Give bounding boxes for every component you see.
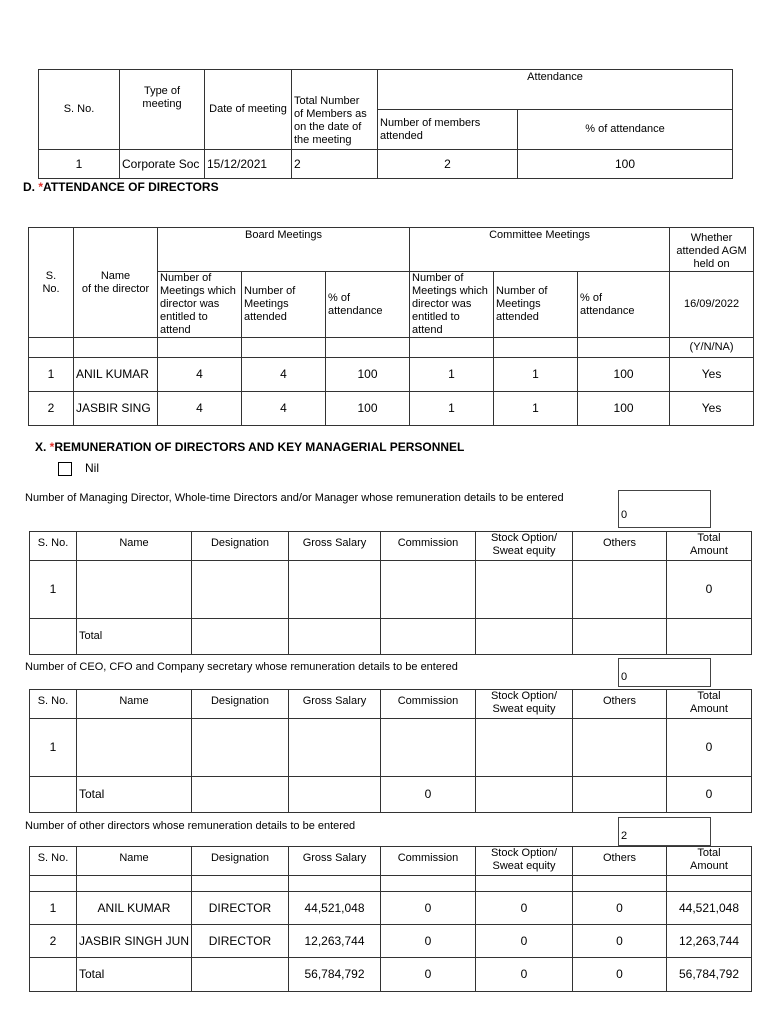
ceo-count-input[interactable]: 0 xyxy=(618,658,711,687)
table-row xyxy=(30,619,752,655)
table-row xyxy=(39,150,733,179)
directors-attendance-table xyxy=(28,227,754,426)
ceo-count-question: Number of CEO, CFO and Company secretary whose remuneration details to be entered xyxy=(25,661,458,673)
col-director-name: Name of the director xyxy=(74,228,158,338)
agm-yn-label: (Y/N/NA) xyxy=(670,338,754,358)
table-row: Total 0 0 xyxy=(30,777,752,813)
col-committee-meetings: Committee Meetings xyxy=(410,228,670,272)
md-remuneration-table: S. No. Name Designation Gross Salary Commission Stock Option/ Sweat equity Others Total Amount 1 0 Total xyxy=(29,531,752,655)
section-d-heading: D. *ATTENDANCE OF DIRECTORS xyxy=(23,180,219,194)
total-label: Total xyxy=(77,619,192,655)
nil-label: Nil xyxy=(85,461,99,475)
other-directors-count-input[interactable]: 2 xyxy=(618,817,711,846)
table-row: 1 ANIL KUMAR DIRECTOR 44,521,048 0 0 0 44,521,048 xyxy=(30,892,752,925)
table-row: Total 56,784,792 0 0 0 56,784,792 xyxy=(30,958,752,992)
table-row: 1 0 xyxy=(30,719,752,777)
col-committee-entitled: Number of Meetings which director was entitled to attend xyxy=(410,272,494,338)
cell-total-members: 2 xyxy=(292,150,378,179)
col-sno: S. No. xyxy=(39,70,120,150)
col-attendance: Attendance xyxy=(378,70,733,110)
meetings-table xyxy=(38,69,733,179)
md-count-question: Number of Managing Director, Whole-time Directors and/or Manager whose remuneration details to be entered xyxy=(25,492,564,504)
col-members-attended: Number of members attended xyxy=(378,110,518,150)
col-board-meetings: Board Meetings xyxy=(158,228,410,272)
col-agm: Whether attended AGM held on xyxy=(670,228,754,272)
table-row: 1 ANIL KUMAR 4 4 100 1 1 100 Yes xyxy=(29,358,754,392)
section-x-heading: X. *REMUNERATION OF DIRECTORS AND KEY MANAGERIAL PERSONNEL xyxy=(35,440,465,454)
table-row: 2 JASBIR SINGH JUN DIRECTOR 12,263,744 0 0 0 12,263,744 xyxy=(30,925,752,958)
cell-date: 15/12/2021 xyxy=(205,150,292,179)
table-row: 1 0 xyxy=(30,561,752,619)
col-total-members: Total Number of Members as on the date of the meeting xyxy=(292,70,378,150)
col-percent-attendance: % of attendance xyxy=(518,110,733,150)
col-board-percent: % of attendance xyxy=(326,272,410,338)
md-count-input[interactable]: 0 xyxy=(618,490,711,528)
cell-percent: 100 xyxy=(518,150,733,179)
agm-date: 16/09/2022 xyxy=(670,272,754,338)
total-label: Total xyxy=(77,777,192,813)
col-committee-attended: Number of Meetings attended xyxy=(494,272,578,338)
director-name: JASBIR SINGH JUN xyxy=(77,925,192,958)
other-directors-count-question: Number of other directors whose remuneration details to be entered xyxy=(25,820,356,832)
table-row: 2 JASBIR SING 4 4 100 1 1 100 Yes xyxy=(29,392,754,426)
director-name: ANIL KUMAR xyxy=(74,358,158,392)
col-board-entitled: Number of Meetings which director was entitled to attend xyxy=(158,272,242,338)
col-type-of-meeting: Type of meeting xyxy=(120,70,205,150)
other-directors-remuneration-table: S. No. Name Designation Gross Salary Commission Stock Option/ Sweat equity Others Total Amount 1 ANIL KUMAR DIRECTOR 44,521,048 0 0 0 44,521,048 2 JASBIR SINGH JUN DIRECTOR 12,263,744 0 0 0 12,263,744 Total 56,784,792 0 0 0 56,784,792 xyxy=(29,846,752,992)
col-sno: S. No. xyxy=(29,228,74,338)
ceo-remuneration-table: S. No. Name Designation Gross Salary Commission Stock Option/ Sweat equity Others Total Amount 1 0 Total 0 0 xyxy=(29,689,752,813)
director-name: JASBIR SING xyxy=(74,392,158,426)
col-board-attended: Number of Meetings attended xyxy=(242,272,326,338)
col-date-of-meeting: Date of meeting xyxy=(205,70,292,150)
total-label: Total xyxy=(77,958,192,992)
director-name: ANIL KUMAR xyxy=(77,892,192,925)
nil-checkbox[interactable] xyxy=(58,462,72,476)
cell-type: Corporate Soc xyxy=(120,150,205,179)
cell-members-attended: 2 xyxy=(378,150,518,179)
col-committee-percent: % of attendance xyxy=(578,272,670,338)
cell-sno: 1 xyxy=(39,150,120,179)
